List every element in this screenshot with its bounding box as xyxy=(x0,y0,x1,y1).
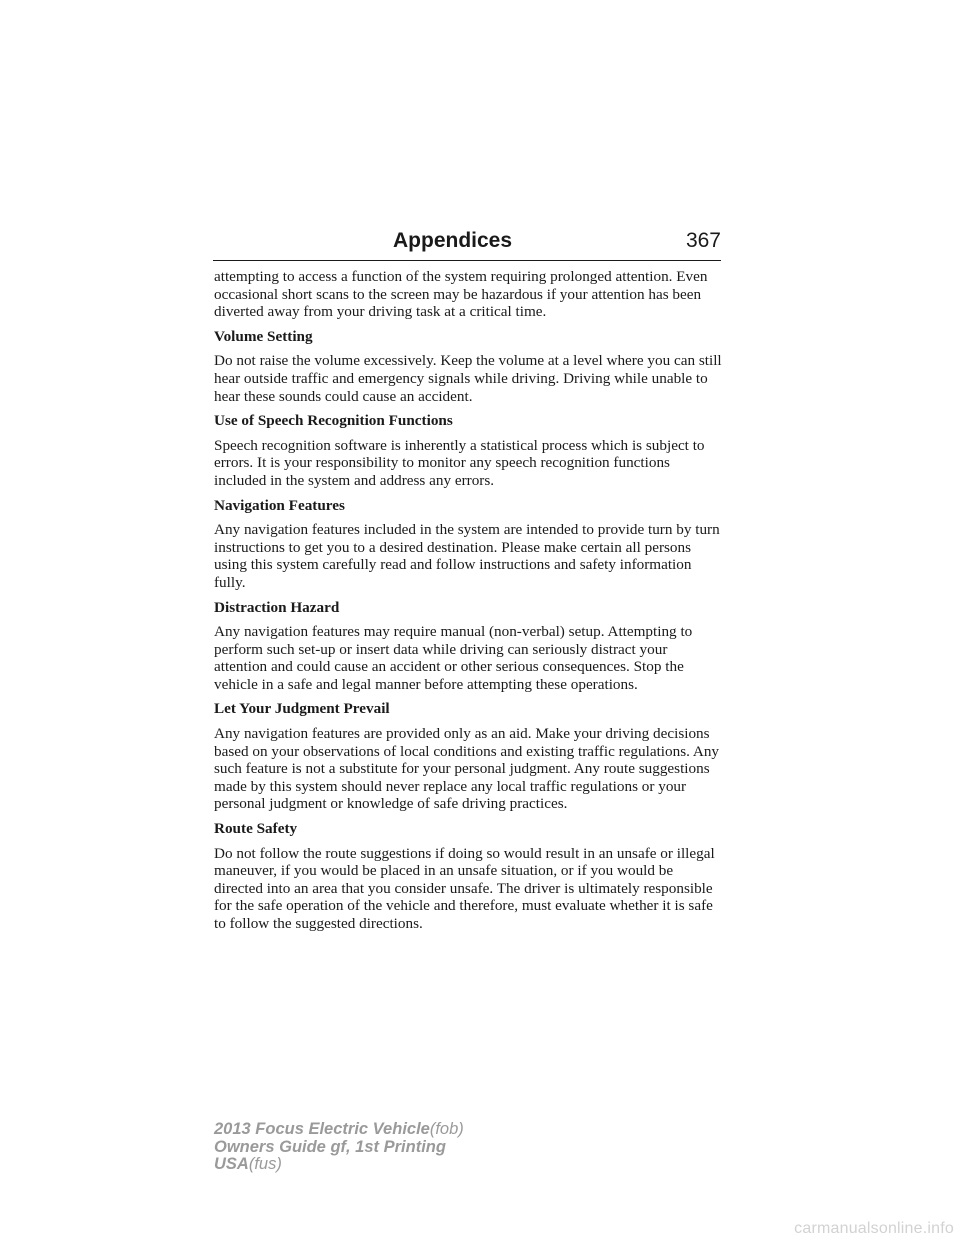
paragraph-intro: attempting to access a function of the system requiring prolonged attention. Even occasional short scans to the screen may be hazardous if your attention has been diverted away from your driving task at a critical time. xyxy=(214,268,708,321)
footer-vehicle-name: 2013 Focus Electric Vehicle xyxy=(214,1120,430,1138)
paragraph-volume-setting: Do not raise the volume excessively. Keep the volume at a level where you can still hear outside traffic and emergency signals while driving. Driving while unable to hear these sounds could cause an accident. xyxy=(214,352,722,405)
page-number: 367 xyxy=(685,229,721,252)
page-header xyxy=(213,226,721,261)
footer-guide-name: Owners Guide gf, 1st Printing xyxy=(214,1137,446,1156)
footer-region-name: USA xyxy=(214,1155,249,1173)
paragraph-route-safety: Do not follow the route suggestions if doing so would result in an unsafe or illegal maneuver, if you would be placed in an unsafe situation, or if you would be directed into an area that you consider unsafe. The driver is ultimately responsible for the safe operation of the vehicle and therefore, must evaluate whether it is safe to follow the suggested directions. xyxy=(214,844,715,932)
heading-route-safety: Route Safety xyxy=(214,820,298,838)
footer-line-vehicle xyxy=(214,1121,464,1139)
heading-judgment-prevail: Let Your Judgment Prevail xyxy=(214,700,390,718)
footer-region-code: (fus) xyxy=(248,1155,282,1173)
footer-vehicle-code: (fob) xyxy=(429,1120,464,1138)
heading-distraction-hazard: Distraction Hazard xyxy=(214,598,340,616)
heading-speech-recognition: Use of Speech Recognition Functions xyxy=(214,412,453,430)
watermark: carmanualsonline.info xyxy=(794,1220,954,1237)
body-content xyxy=(214,268,722,940)
footer-line-region xyxy=(214,1156,464,1174)
document-footer xyxy=(214,1121,464,1174)
page-title: Appendices xyxy=(393,229,513,252)
heading-navigation-features: Navigation Features xyxy=(214,496,345,514)
paragraph-distraction-hazard: Any navigation features may require manual (non-verbal) setup. Attempting to perform such set-up or insert data while driving can seriously distract your attention and could cause an accident or other serious consequences. Stop the vehicle in a safe and legal manner before attempting these operations. xyxy=(214,623,693,693)
footer-line-guide xyxy=(214,1139,464,1157)
paragraph-navigation-features: Any navigation features included in the system are intended to provide turn by turn instructions to get you to a desired destination. Please make certain all persons using this system carefully read and follow instructions and safety information fully. xyxy=(214,521,720,591)
heading-volume-setting: Volume Setting xyxy=(214,327,313,345)
paragraph-judgment-prevail: Any navigation features are provided only as an aid. Make your driving decisions based on your observations of local conditions and existing traffic regulations. Any such feature is not a substitute for your personal judgment. Any route suggestions made by this system should never replace any local traffic regulations or your personal judgment or knowledge of safe driving practices. xyxy=(214,725,720,813)
paragraph-speech-recognition: Speech recognition software is inherently a statistical process which is subject to errors. It is your responsibility to monitor any speech recognition functions included in the system and address any errors. xyxy=(214,436,705,489)
